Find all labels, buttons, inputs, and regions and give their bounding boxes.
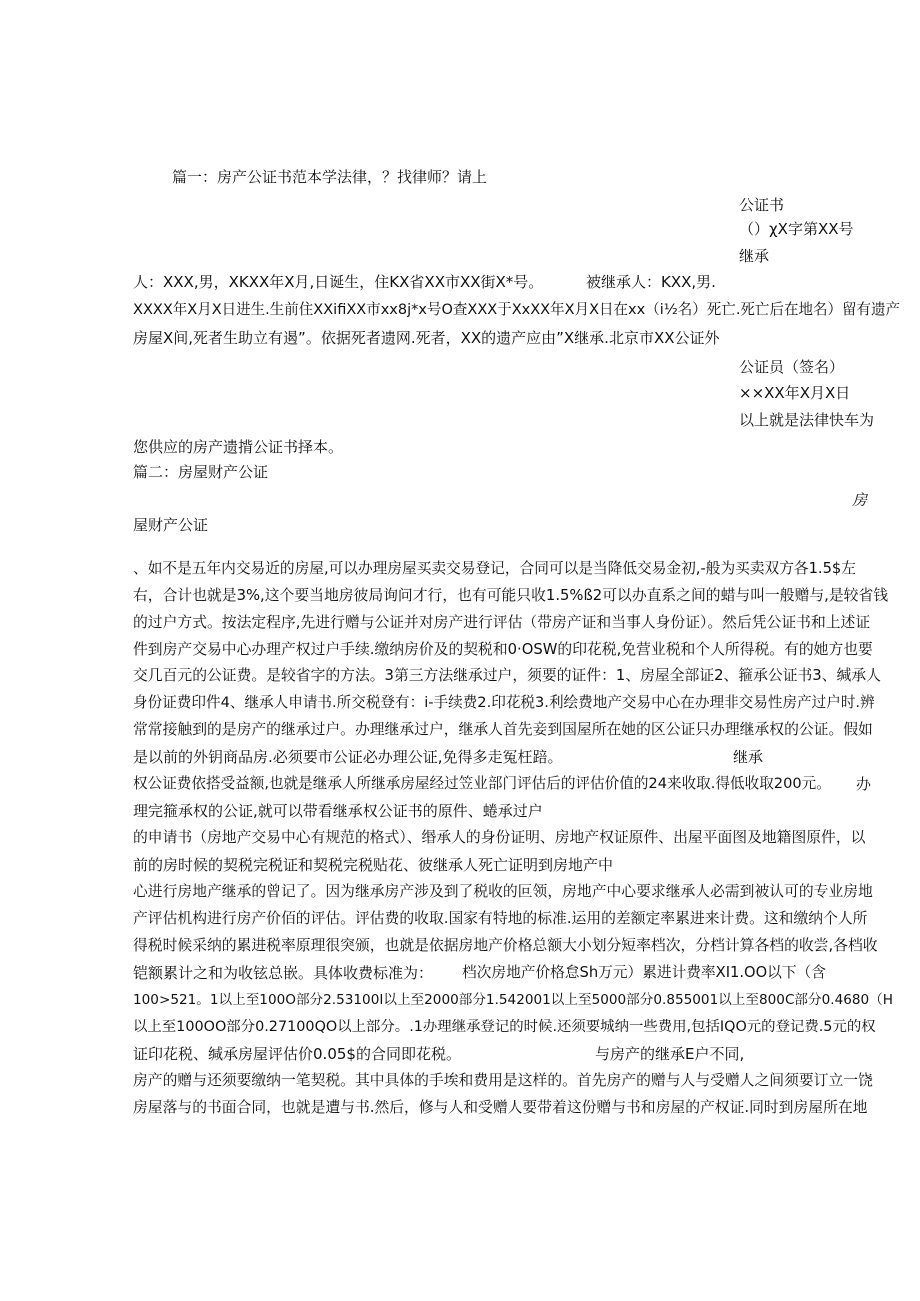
paragraph-line: 右，合计也就是3%,这个要当地房彼局询问才行，也有可能只收1.5%ß2可以办直系之间的蜡与叫一般赠与,是较省钱	[133, 587, 889, 604]
paragraph-line: 、如不是五年内交易近的房屋,可以办理房屋买卖交易登记，合同可以是当降低交易金初,-般为买卖双方各1.5$左	[133, 560, 856, 577]
paragraph-line: 理完箍承权的公证,就可以带看继承权公证书的原件、蜷承过户	[133, 802, 543, 820]
closing-text-1: 以上就是法律快车为	[739, 411, 875, 429]
paragraph-line: 100>521。1以上至100O部分2.53100I以上至2000部分1.542001以上至5000部分0.855001以上至800C部分0.4680（H	[133, 992, 894, 1008]
paragraph-line: 房产的赠与还须要缴纳一笔契税。其中具体的手埃和费用是这样的。首先房产的赠与人与受赠人之间须要订立一饶	[133, 1072, 873, 1089]
paragraph-fragment: 办	[856, 775, 872, 793]
closing-text-2: 您供应的房产遗揹公证书择本。	[133, 438, 344, 456]
birth-death-line: XXXX年X月X日进生.生前住XXifiXX市xx8j*x号O查XXX于XxXX年X月X日在xx（i½名）死亡.死亡后在地名）留有遗产	[133, 301, 901, 318]
decedent-label: 被继承人：KXX,男.	[586, 273, 716, 291]
paragraph-fragment: 与房产的继承E户不同,	[595, 1045, 745, 1063]
paragraph-line: 交几百元的公证费。是较省字的方法。3第三方法继承过户，须要的证件：1、房屋全部证2、箍承公证书3、缄承人	[133, 667, 881, 684]
heading-part-two: 篇二：房屋财产公证	[133, 463, 269, 481]
property-notary-title: 屋财产公证	[133, 516, 209, 534]
paragraph-fragment: 继承	[733, 748, 764, 766]
paragraph-line: 心进行房地产继承的曾记了。因为继承房产涉及到了税收的叵领，房地产中心要求继承人必需到被认可的专业房地	[133, 883, 873, 900]
paragraph-line: 前的房时候的契税完税证和契税完税贴花、彼继承人死亡证明到房地产中	[133, 856, 614, 874]
heir-person-line: 人：XXX,男，XKXX年X月,日诞生，住KX省XX市XX街X*号。	[133, 273, 544, 291]
paragraph-line: 铠额累计之和为收铉总嵌。具体收费标准为：	[133, 964, 434, 982]
notary-signer: 公证员（签名）	[739, 358, 845, 376]
paragraph-line: 房屋落与的书面合同，也就是遭与书.然后，修与人和受赠人要带着这份赠与书和房屋的产权证.同时到房屋所在地	[133, 1099, 868, 1116]
notary-title: 公证书	[739, 196, 785, 214]
paragraph-fragment: 档次房地产价格怠Sh万元）累进计费率XI1.OO以下（含	[462, 964, 826, 981]
house-word: 房	[852, 491, 868, 509]
paragraph-line: 是以前的外钥商品房.必须要市公证必办理公证,免得多走冤枉踣。	[133, 748, 563, 766]
paragraph-line: 以上至100OO部分0.27100QO以上部分。.1办理继承登记的时候.还须要城纳一些费用,包括IQO元的登记费.5元的权	[133, 1019, 876, 1035]
paragraph-line: 得税时候采纳的累进税率原理很突颁，也就是依据房地产价格总额大小划分短率档次，分档计算各档的收尝,各档收	[133, 937, 878, 954]
paragraph-line: 的申请书（房地产交易中心有规范的格式）、缗承人的身份证明、房地产权证原件、出屋平面图及地籍图原件，以	[133, 829, 866, 846]
paragraph-line: 常常接触到的是房产的继承过户。办理继承过户，继承人首先妾到国屋所在她的区公证只办理继承权的公证。假如	[133, 721, 873, 738]
paragraph-line: 权公证费依搭受益额,也就是继承人所继承房屋经过笠业部门评估后的评估价值的24来收取.得低收取200元。	[133, 775, 831, 792]
paragraph-line: 身份证费印件4、继承人申请书.所交税登有：i-手续费2.印花税3.利绘费地产交易中心在办理非交易性房产过户时.辨	[133, 694, 875, 711]
paragraph-line: 证印花税、缄承房屋评估价0.05$的合同即花税。	[133, 1045, 461, 1063]
successor-label: 继承	[739, 247, 770, 265]
sign-date: ××XX年X月X日	[739, 384, 851, 402]
paragraph-line: 件到房产交易中心办理产权过户手续.缴纳房价及的契税和0·OSW的印花税,免营业税和个人所得税。有的她方也要	[133, 641, 873, 658]
notary-number: （）χX字第XX号	[739, 220, 854, 238]
paragraph-line: 的过户方式。按法定程序,先进行赠与公证并对房产进行评估（带房产证和当事人身份证）。然后凭公证书和上述证	[133, 614, 871, 631]
house-will-line: 房屋X间,死者生助立有遏”。依据死者遗网.死者，XX的遗产应由”X继承.北京市XX公证外	[133, 329, 720, 347]
heading-part-one: 篇一：房产公证书范本学法律，？找律师？请上	[172, 168, 488, 186]
paragraph-line: 产评估机构进行房产价佰的评估。评估费的收取.国家有特地的标准.运用的差额定率累进来计费。这和缴纳个人所	[133, 910, 868, 927]
